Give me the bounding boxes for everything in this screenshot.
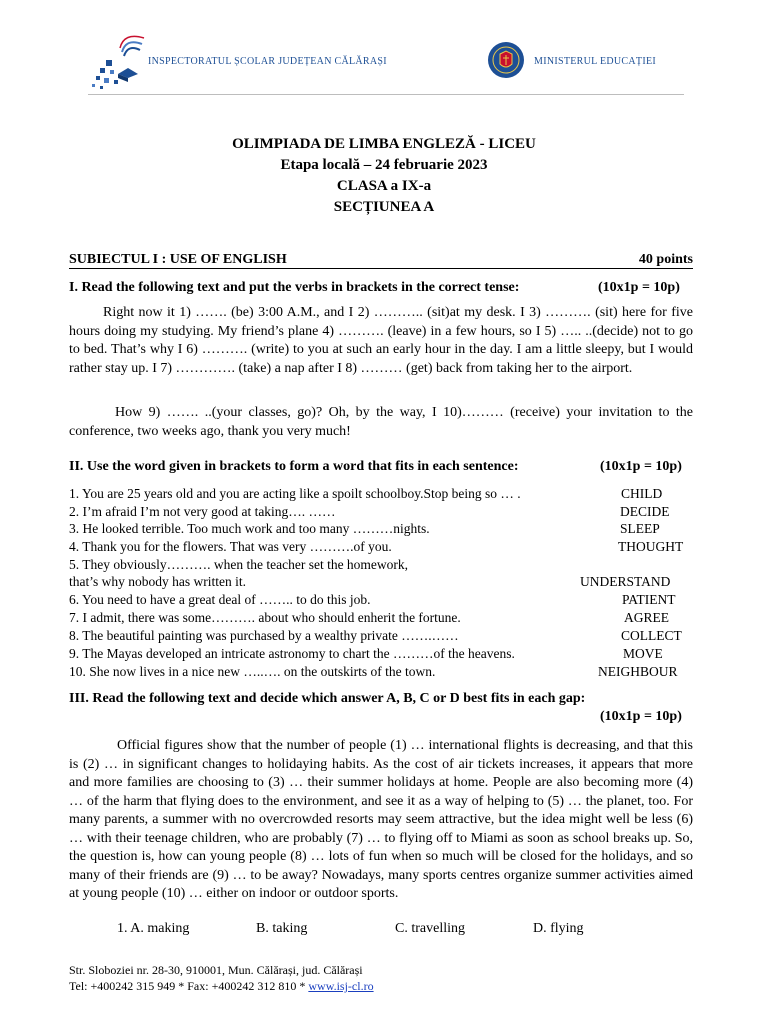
ex2-item-2: 2. I’m afraid I’m not very good at taking…. …… [69,504,336,519]
ex1-paragraph-2: How 9) ……. ..(your classes, go)? Oh, by the way, I 10)……… (receive) your invitation to the conference, two weeks ago, thank you very much! [69,405,693,439]
ex2-word-10: NEIGHBOUR [598,664,678,679]
ex3-paragraph: Official figures show that the number of people (1) … international flights is decreasing, and that this is (2) … in significant changes to holidaying habits. As the cost of air tickets increases, it appears that more and more families are choosing to (3) … their summer holidays at home. People are also becoming more (4) … of the harm that flying does to the environment, and see it as a way of helping to (5) … the planet, too. For many parents, a summer with no overcrowded resorts may seem attractive, but the idea might well be less (6) … with their teenage children, who are probably (7) … to flying off to Miami as soon as school breaks up. So, the question is, how can young people (8) … lots of fun when so much will be closed for the holidays, and so many of their friends are (9) … to be away? Nowadays, many sports centres organize summer activities aimed at young people (10) … either on indoor or outdoor sports. [69,738,693,901]
ex2-word-8: COLLECT [621,628,682,643]
ex2-word-2: DECIDE [620,504,670,519]
ex2-word-7: AGREE [624,610,669,625]
ex3-option-1a: 1. A. making [117,921,190,936]
ex2-word-9: MOVE [623,646,663,661]
ex2-word-3: SLEEP [620,521,660,536]
section-label: SUBIECTUL I : USE OF ENGLISH [69,252,287,267]
ministry-seal-icon [486,40,526,80]
title-line-3: CLASA a IX-a [336,178,432,194]
ex2-item-6: 6. You need to have a great deal of …….. to do this job. [69,592,371,607]
ex2-word-1: CHILD [621,486,663,501]
ex2-item-10: 10. She now lives in a nice new …..…. on the outskirts of the town. [69,664,436,679]
title-line-2: Etapa locală – 24 februarie 2023 [280,157,488,173]
ex1-heading: I. Read the following text and put the verbs in brackets in the correct tense: [69,280,520,295]
footer-address: Str. Sloboziei nr. 28-30, 910001, Mun. Călărași, jud. Călărași [69,963,363,977]
website-link[interactable]: www.isj-cl.ro [308,979,374,993]
title-line-1: OLIMPIADA DE LIMBA ENGLEZĂ - LICEU [232,136,536,152]
ex2-word-5: UNDERSTAND [580,574,671,589]
ex3-score: (10x1p = 10p) [600,709,682,724]
ex1-score: (10x1p = 10p) [598,280,680,295]
ex3-option-1d: D. flying [533,921,584,936]
ministry-name: MINISTERUL EDUCAȚIEI [534,56,657,67]
ex2-word-4: THOUGHT [618,539,684,554]
ex2-heading: II. Use the word given in brackets to form a word that fits in each sentence: [69,459,519,474]
document-title [0,134,768,218]
section-header [69,252,693,269]
footer-contact [69,979,374,994]
ex2-item-8: 8. The beautiful painting was purchased by a wealthy private …….…… [69,628,459,643]
isj-name: INSPECTORATUL ȘCOLAR JUDEȚEAN CĂLĂRAȘI [148,56,387,67]
ex1-paragraph-1: Right now it 1) ……. (be) 3:00 A.M., and I 2) ……….. (sit)at my desk. I 3) ………. (sit) here for five hours doing my studying. My friend’s plane 4) ………. (leave) in a few hours, so I 5) ….. ..(decide) not to go to bed. That’s why I 6) ………. (write) to you at such an early hour in the day. I am a little sleepy, but I would rather stay up. I 7) …………. (take) a nap after I 8) ……… (get) back from taking her to the airport. [69,305,693,376]
ex2-item-9: 9. The Mayas developed an intricate astronomy to chart the ………of the heavens. [69,646,515,661]
ex2-item-4: 4. Thank you for the flowers. That was very ……….of you. [69,539,392,554]
ex3-heading: III. Read the following text and decide which answer A, B, C or D best fits in each gap: [69,691,586,706]
ex3-option-1c: C. travelling [395,921,465,936]
ex2-item-7: 7. I admit, there was some………. about who should enherit the fortune. [69,610,461,625]
ex2-item-5: 5. They obviously………. when the teacher set the homework, [69,557,409,572]
title-line-4: SECȚIUNEA A [333,199,435,215]
ex2-item-3: 3. He looked terrible. Too much work and too many ………nights. [69,521,430,536]
ex2-item-1: 1. You are 25 years old and you are acting like a spoilt schoolboy.Stop being so … . [69,486,521,501]
ex2-word-6: PATIENT [622,592,676,607]
section-points: 40 points [638,252,693,267]
ex3-option-1b: B. taking [256,921,308,936]
letterhead [88,30,684,92]
ex2-item-5-continued: that’s why nobody has written it. [69,574,246,589]
ex2-score: (10x1p = 10p) [600,459,682,474]
header-divider [88,94,684,95]
footer-phone-fax: Tel: +400242 315 949 * Fax: +400242 312 810 * [69,979,309,993]
